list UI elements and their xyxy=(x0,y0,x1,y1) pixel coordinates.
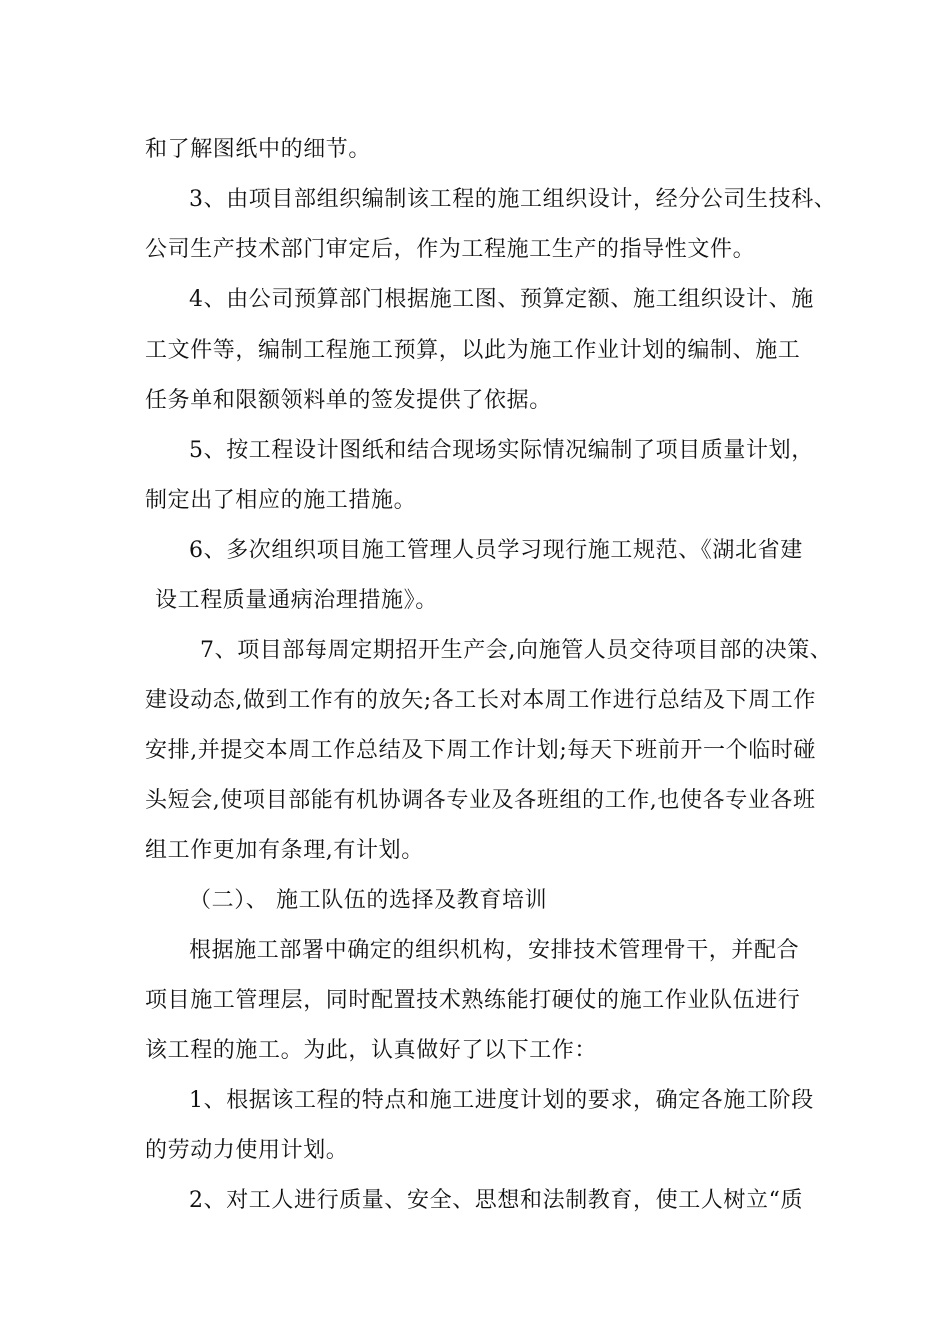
paragraph-1-line: 1、根据该工程的特点和施工进度计划的要求，确定各施工阶段 xyxy=(189,1088,814,1113)
paragraph-5-line: 5、按工程设计图纸和结合现场实际情况编制了项目质量计划， xyxy=(189,438,814,463)
text-line: 建设动态,做到工作有的放矢;各工长对本周工作进行总结及下周工作 xyxy=(145,688,817,713)
section-heading: （二）、 施工队伍的选择及教育培训 xyxy=(189,888,548,913)
text-line: 工文件等，编制工程施工预算，以此为施工作业计划的编制、施工 xyxy=(145,338,801,363)
text-line: 组工作更加有条理,有计划。 xyxy=(145,838,424,863)
text-line: 头短会,使项目部能有机协调各专业及各班组的工作,也使各专业各班 xyxy=(145,788,816,813)
paragraph-4-line: 4、由公司预算部门根据施工图、预算定额、施工组织设计、施 xyxy=(189,287,814,312)
paragraph-line: 根据施工部署中确定的组织机构，安排技术管理骨干，并配合 xyxy=(189,938,800,963)
paragraph-6-line: 6、多次组织项目施工管理人员学习现行施工规范、《湖北省建 xyxy=(189,538,803,563)
paragraph-7-line: 7、项目部每周定期招开生产会,向施管人员交待项目部的决策、 xyxy=(200,638,833,663)
text-line: 公司生产技术部门审定后，作为工程施工生产的指导性文件。 xyxy=(145,237,756,262)
text-line: 制定出了相应的施工措施。 xyxy=(145,488,417,513)
text-line: 的劳动力使用计划。 xyxy=(145,1138,349,1163)
paragraph-3-line: 3、由项目部组织编制该工程的施工组织设计，经分公司生技科、 xyxy=(189,187,837,212)
text-line: 安排,并提交本周工作总结及下周工作计划;每天下班前开一个临时碰 xyxy=(145,738,817,763)
text-line: 该工程的施工。为此，认真做好了以下工作： xyxy=(145,1038,598,1063)
text-line: 和了解图纸中的细节。 xyxy=(145,137,372,162)
text-line: 项目施工管理层，同时配置技术熟练能打硬仗的施工作业队伍进行 xyxy=(145,988,801,1013)
text-line: 设工程质量通病治理措施》。 xyxy=(155,588,438,613)
text-line: 任务单和限额领料单的签发提供了依据。 xyxy=(145,388,552,413)
paragraph-2-line: 2、对工人进行质量、安全、思想和法制教育，使工人树立“质 xyxy=(189,1188,804,1213)
